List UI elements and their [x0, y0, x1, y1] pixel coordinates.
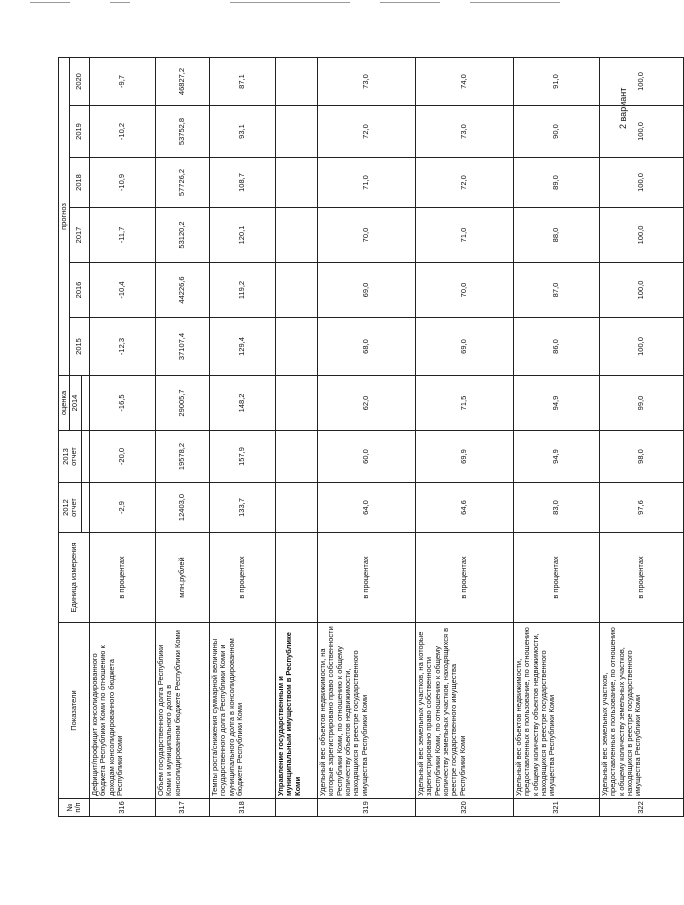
value-cell: 72,0	[317, 106, 415, 158]
value-cell: 73,0	[415, 106, 513, 158]
value-cell: -9,7	[89, 58, 155, 106]
variant-label: 2 вариант	[618, 87, 628, 129]
value-cell: 100,0	[599, 318, 683, 376]
value-cell: -20,0	[89, 431, 155, 483]
unit-cell: в процентах	[209, 533, 275, 623]
table-row	[513, 58, 599, 817]
value-cell	[275, 483, 317, 533]
value-cell: 19578,2	[155, 431, 209, 483]
table-row	[599, 58, 683, 817]
value-cell: 89,0	[513, 158, 599, 208]
value-cell: -16,5	[89, 376, 155, 431]
header-2013: 2013 отчет	[59, 431, 82, 483]
value-cell: -2,9	[89, 483, 155, 533]
value-cell: -11,7	[89, 208, 155, 263]
value-cell: 70,0	[317, 208, 415, 263]
value-cell: 74,0	[415, 58, 513, 106]
row-number: 321	[513, 799, 599, 817]
table-row	[275, 58, 317, 817]
value-cell: -10,2	[89, 106, 155, 158]
header-2018: 2018	[70, 158, 89, 208]
value-cell	[275, 318, 317, 376]
value-cell: 90,0	[513, 106, 599, 158]
header-2017: 2017	[70, 208, 89, 263]
value-cell: 53120,2	[155, 208, 209, 263]
value-cell	[275, 376, 317, 431]
value-cell: 120,1	[209, 208, 275, 263]
value-cell: 148,2	[209, 376, 275, 431]
value-cell: 29005,7	[155, 376, 209, 431]
header-2016: 2016	[70, 263, 89, 318]
value-cell: 70,0	[415, 263, 513, 318]
value-cell: 129,4	[209, 318, 275, 376]
header-estimate: оценка	[59, 376, 70, 431]
value-cell: 97,6	[599, 483, 683, 533]
value-cell: -12,3	[89, 318, 155, 376]
value-cell: 71,0	[317, 158, 415, 208]
value-cell: 119,2	[209, 263, 275, 318]
header-indicator: Показатели	[59, 623, 90, 799]
section-title: Управление государственным и муниципальным имуществом в Республике Коми	[275, 623, 317, 799]
unit-cell: млн.рублей	[155, 533, 209, 623]
value-cell: 64,6	[415, 483, 513, 533]
header-spacer	[81, 376, 89, 431]
value-cell: 72,0	[415, 158, 513, 208]
value-cell: 100,0	[599, 106, 683, 158]
table-row	[415, 58, 513, 817]
header-num: № п/п	[59, 799, 90, 817]
unit-cell: в процентах	[415, 533, 513, 623]
row-number: 322	[599, 799, 683, 817]
indicator-name: Удельный вес земельных участков, предоставленных в пользование, по отношению к общему количеству земельных участков, находящихся в реестре государственного имущества Республики Коми	[599, 623, 683, 799]
value-cell: 99,0	[599, 376, 683, 431]
table-row	[209, 58, 275, 817]
value-cell: 69,0	[317, 263, 415, 318]
value-cell: 100,0	[599, 208, 683, 263]
value-cell: 83,0	[513, 483, 599, 533]
value-cell: 100,0	[599, 263, 683, 318]
value-cell: 108,7	[209, 158, 275, 208]
header-2019: 2019	[70, 106, 89, 158]
header-2015: 2015	[70, 318, 89, 376]
header-2012: 2012 отчет	[59, 483, 82, 533]
value-cell: 69,0	[415, 318, 513, 376]
header-spacer	[81, 431, 89, 483]
value-cell: 94,9	[513, 376, 599, 431]
row-number: 316	[89, 799, 155, 817]
value-cell	[275, 158, 317, 208]
header-2014: 2014	[70, 376, 81, 431]
value-cell: 91,0	[513, 58, 599, 106]
value-cell: 93,1	[209, 106, 275, 158]
value-cell: 62,0	[317, 376, 415, 431]
value-cell	[275, 208, 317, 263]
value-cell: 71,0	[415, 208, 513, 263]
value-cell: 73,0	[317, 58, 415, 106]
header-spacer	[81, 483, 89, 533]
indicator-name: Объем государственного долга Республики Коми и муниципального долга в консолидированном бюджете Республики Коми	[155, 623, 209, 799]
value-cell: 46827,2	[155, 58, 209, 106]
indicator-name: Дефицит/профицит консолидированного бюджета Республики Коми по отношению к доходам консолидированного бюджета Республики Коми	[89, 623, 155, 799]
value-cell: 64,0	[317, 483, 415, 533]
value-cell: 71,5	[415, 376, 513, 431]
table-row	[89, 58, 155, 817]
indicator-name: Темпы роста/снижения суммарной величины государственного долга Республики Коми и муниципального долга в консолидированном бюджете Республики Коми	[209, 623, 275, 799]
indicator-name: Удельный вес объектов недвижимости, предоставленных в пользование, по отношению к общему количеству объектов недвижимости, находящихся в реестре государственного имущества Республики Коми	[513, 623, 599, 799]
indicator-name: Удельный вес земельных участков, на которые зарегистрировано право собственности Республики Коми, по отношению к общему количеству земельных участков, находящихся в реестре государственного имущества Республики Коми	[415, 623, 513, 799]
value-cell	[275, 431, 317, 483]
value-cell: -10,9	[89, 158, 155, 208]
value-cell: 68,0	[317, 318, 415, 376]
header-2020: 2020	[70, 58, 89, 106]
value-cell: -10,4	[89, 263, 155, 318]
table-row	[155, 58, 209, 817]
row-number: 319	[317, 799, 415, 817]
header-unit: Единица измерения	[59, 533, 90, 623]
value-cell: 57726,2	[155, 158, 209, 208]
value-cell: 157,9	[209, 431, 275, 483]
header-forecast: прогноз	[59, 58, 70, 376]
value-cell: 60,0	[317, 431, 415, 483]
value-cell: 12403,0	[155, 483, 209, 533]
indicator-name: Удельный вес объектов недвижимости, на которые зарегистрировано право собственности Республики Коми, по отношению к общему количеству объектов недвижимости, находящихся в реестре государственного имущества Республики Коми	[317, 623, 415, 799]
value-cell	[275, 106, 317, 158]
value-cell: 100,0	[599, 158, 683, 208]
unit-cell: в процентах	[513, 533, 599, 623]
value-cell	[275, 263, 317, 318]
unit-cell: в процентах	[89, 533, 155, 623]
unit-cell: в процентах	[317, 533, 415, 623]
value-cell: 44226,6	[155, 263, 209, 318]
row-number	[275, 799, 317, 817]
indicators-table	[58, 57, 684, 817]
table-body	[89, 58, 683, 817]
value-cell: 100,0	[599, 58, 683, 106]
value-cell: 87,1	[209, 58, 275, 106]
value-cell: 86,0	[513, 318, 599, 376]
value-cell: 94,9	[513, 431, 599, 483]
unit-cell	[275, 533, 317, 623]
value-cell: 53752,8	[155, 106, 209, 158]
value-cell: 87,0	[513, 263, 599, 318]
row-number: 317	[155, 799, 209, 817]
value-cell: 69,9	[415, 431, 513, 483]
row-number: 318	[209, 799, 275, 817]
value-cell: 88,0	[513, 208, 599, 263]
value-cell: 133,7	[209, 483, 275, 533]
unit-cell: в процентах	[599, 533, 683, 623]
value-cell: 37107,4	[155, 318, 209, 376]
table-row	[317, 58, 415, 817]
row-number: 320	[415, 799, 513, 817]
value-cell	[275, 58, 317, 106]
value-cell: 98,0	[599, 431, 683, 483]
